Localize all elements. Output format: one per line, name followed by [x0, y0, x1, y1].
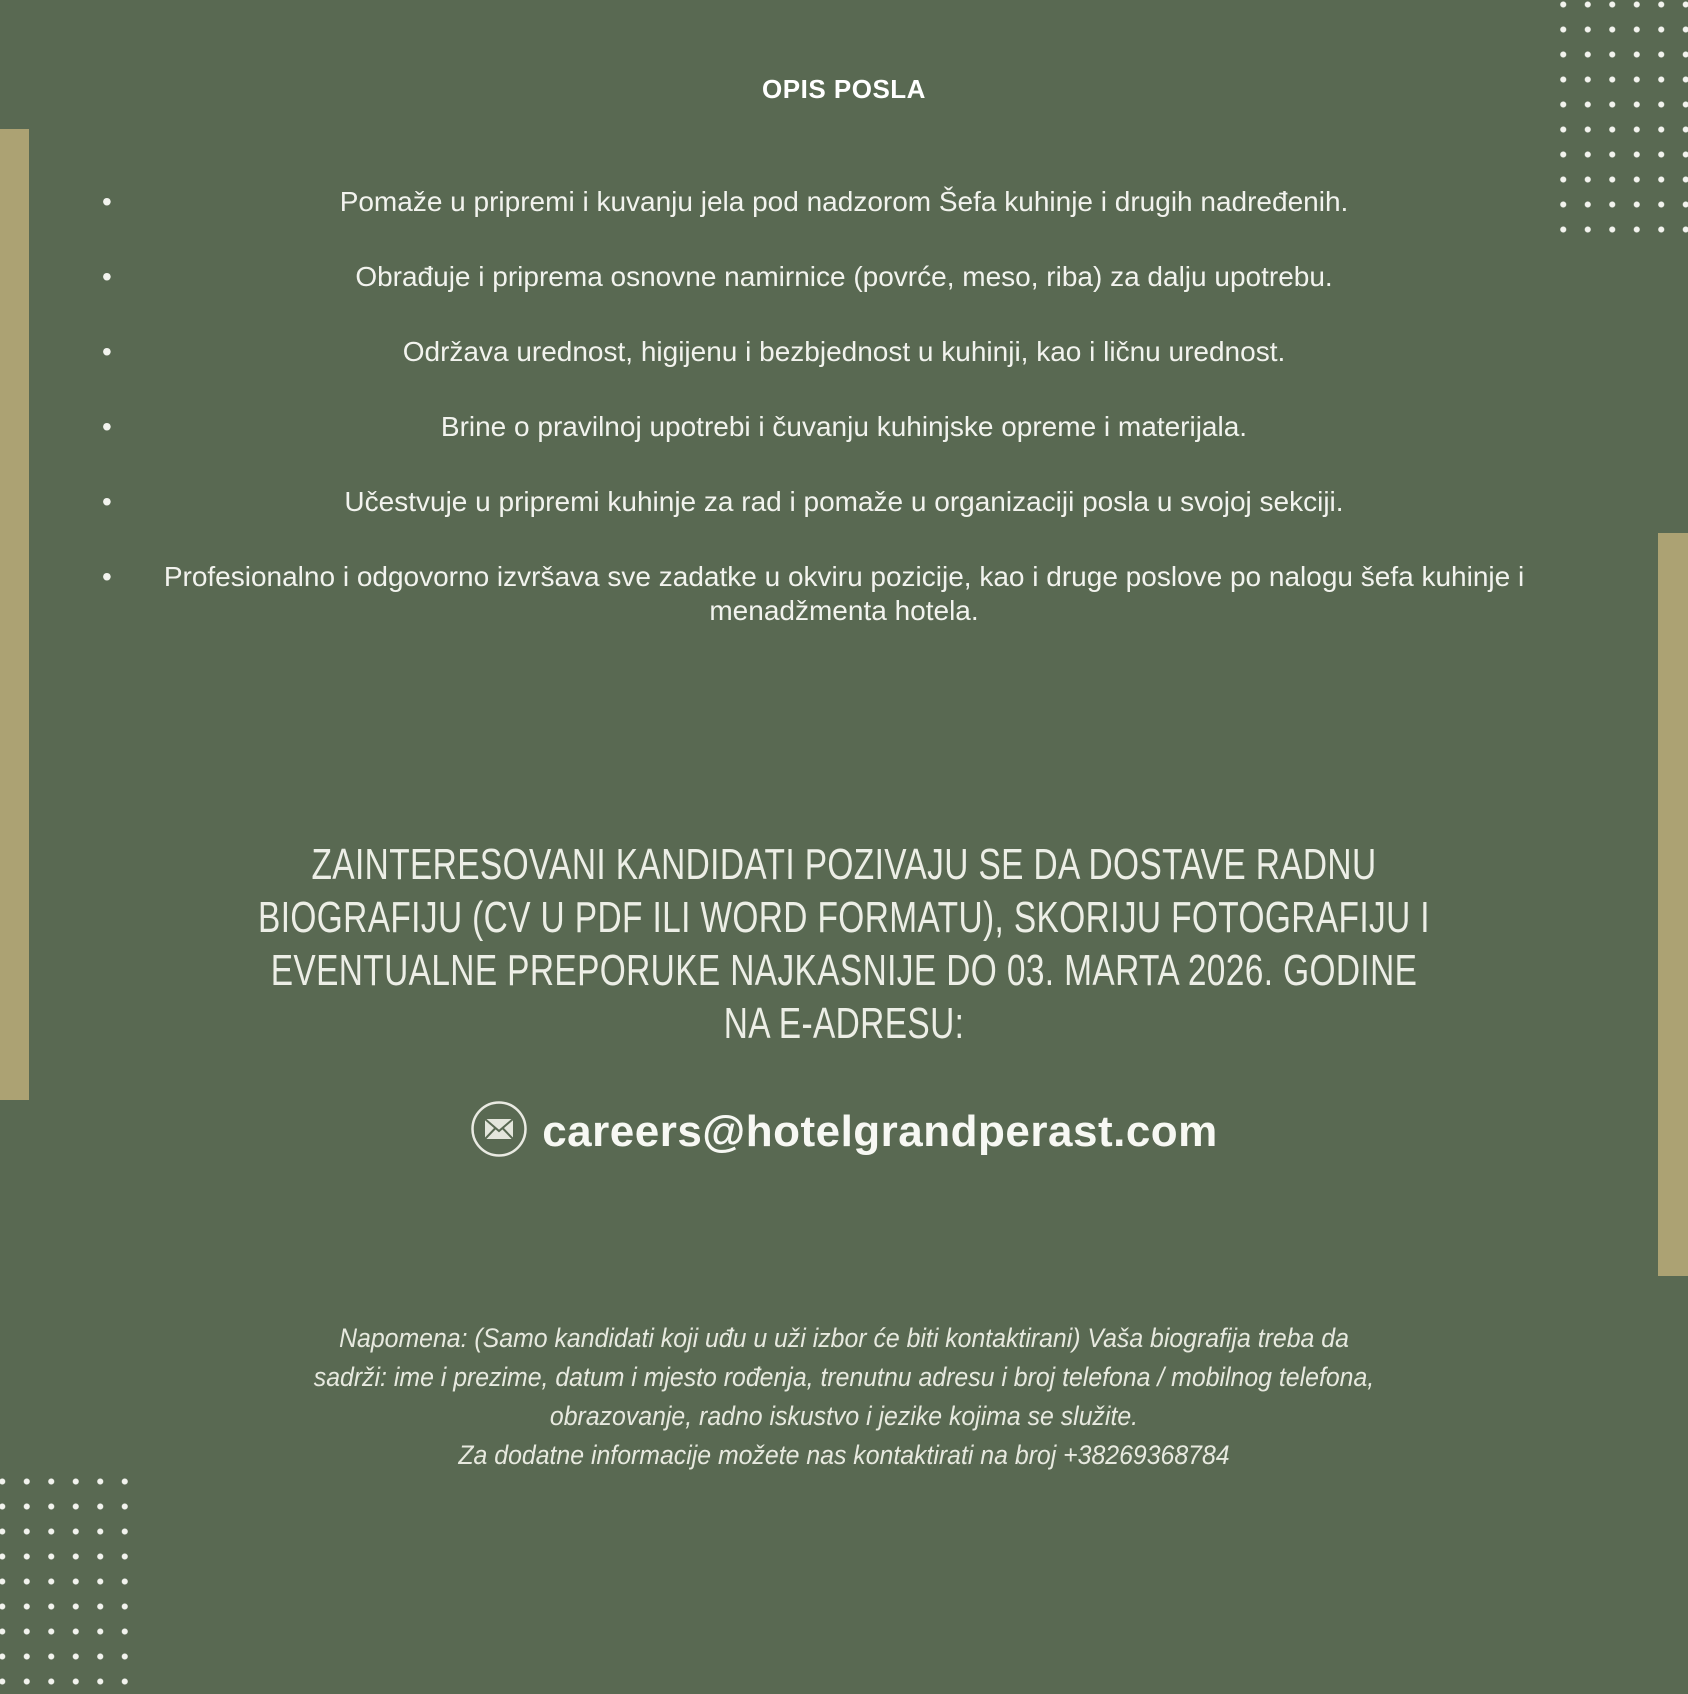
- dot-pattern-bottom-left: [0, 1469, 140, 1694]
- note-line: Za dodatne informacije možete nas kontaktirati na broj +38269368784: [458, 1440, 1230, 1470]
- cta-text: [203, 838, 1486, 1050]
- list-item: [100, 260, 1588, 294]
- list-item: [100, 485, 1588, 519]
- bullet-marker: •: [102, 336, 112, 367]
- cta-line: EVENTUALNE PREPORUKE NAJKASNIJE DO 03. MARTA 2026. GODINE: [270, 946, 1418, 995]
- list-item-text: Brine o pravilnoj upotrebi i čuvanju kuhinjske opreme i materijala.: [440, 411, 1248, 442]
- cta-line: ZAINTERESOVANI KANDIDATI POZIVAJU SE DA DOSTAVE RADNU: [311, 840, 1377, 889]
- note-line: Napomena: (Samo kandidati koji uđu u uži izbor će biti kontaktirani) Vaša biografija treba da: [339, 1323, 1349, 1353]
- list-item: [100, 185, 1588, 219]
- bullet-marker: •: [102, 411, 112, 442]
- bullet-marker: •: [102, 561, 112, 592]
- list-item: [100, 410, 1588, 444]
- bullet-marker: •: [102, 186, 112, 217]
- note-line: obrazovanje, radno iskustvo i jezike kojima se služite.: [549, 1401, 1139, 1431]
- cta-line: BIOGRAFIJU (CV U PDF ILI WORD FORMATU), SKORIJU FOTOGRAFIJU I: [258, 893, 1430, 942]
- note-line: sadrži: ime i prezime, datum i mjesto rođenja, trenutnu adresu i broj telefona / mobilnog telefona,: [313, 1362, 1375, 1392]
- email-address: careers@hotelgrandperast.com: [542, 1106, 1218, 1156]
- cta-line: NA E-ADRESU:: [723, 999, 965, 1048]
- list-item: [100, 560, 1588, 628]
- list-item: [100, 335, 1588, 369]
- list-item-text: Pomaže u pripremi i kuvanju jela pod nadzorom Šefa kuhinje i drugih nadređenih.: [339, 186, 1349, 217]
- list-item-text: Održava urednost, higijenu i bezbjednost u kuhinji, kao i ličnu urednost.: [402, 336, 1286, 367]
- bullet-marker: •: [102, 261, 112, 292]
- bullet-marker: •: [102, 486, 112, 517]
- list-item-text: Učestvuje u pripremi kuhinje za rad i pomaže u organizaciji posla u svojoj sekciji.: [344, 486, 1344, 517]
- envelope-icon: [470, 1100, 528, 1163]
- duties-list: [0, 185, 1688, 669]
- list-item-text: Obrađuje i priprema osnovne namirnice (povrće, meso, riba) za dalju upotrebu.: [355, 261, 1333, 292]
- note-text: [68, 1319, 1621, 1475]
- email-row: [0, 1100, 1688, 1163]
- page-title: OPIS POSLA: [762, 74, 926, 104]
- list-item-text: Profesionalno i odgovorno izvršava sve zadatke u okviru pozicije, kao i druge poslove po nalogu šefa kuhinje i menadžmenta hotela.: [163, 561, 1525, 626]
